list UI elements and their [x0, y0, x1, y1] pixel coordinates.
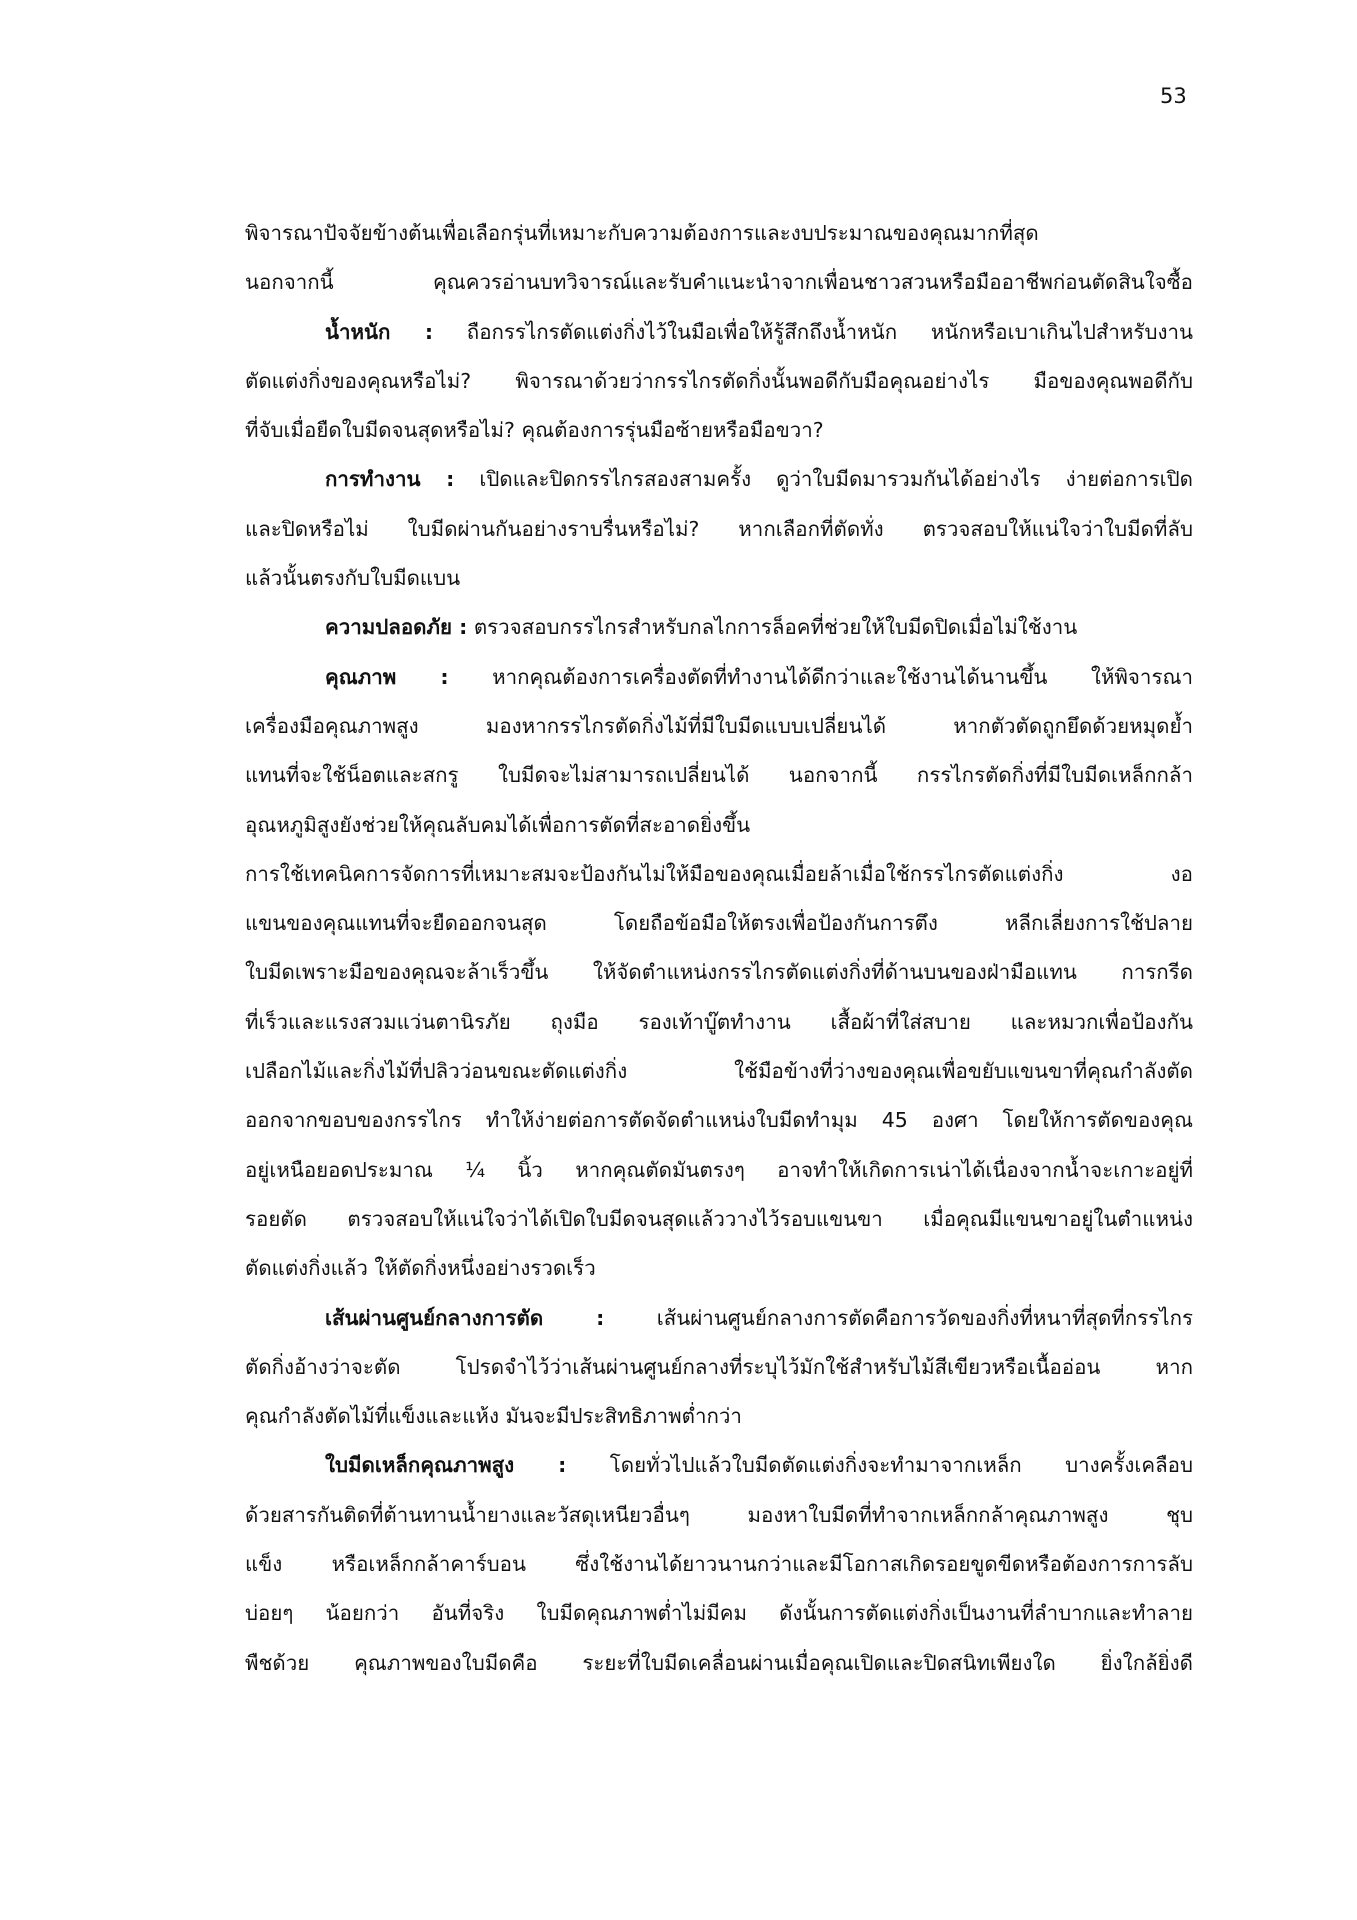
text-line: [245, 505, 1193, 554]
text-line: [245, 998, 1193, 1047]
text-line: [245, 1589, 1193, 1638]
text-line: [245, 554, 1193, 603]
paragraph-heading: ความปลอดภัย :: [325, 615, 468, 640]
text-line: [245, 603, 1193, 652]
text-line: [245, 1540, 1193, 1589]
line-text: พืชด้วย คุณภาพของใบมีดคือ ระยะที่ใบมีดเคลื่อนผ่านเมื่อคุณเปิดและปิดสนิทเพียงใด ยิ่งใกล้ยิ่งดี: [245, 1650, 1193, 1675]
line-text: เส้นผ่านศูนย์กลางการตัดคือการวัดของกิ่งที่หนาที่สุดที่กรรไกร: [656, 1305, 1193, 1330]
paragraph: [245, 653, 1193, 850]
text-line: [245, 702, 1193, 751]
paragraph-heading: เส้นผ่านศูนย์กลางการตัด :: [325, 1305, 605, 1330]
paragraph: [245, 308, 1193, 456]
line-text: ตัดแต่งกิ่งของคุณหรือไม่? พิจารณาด้วยว่ากรรไกรตัดกิ่งนั้นพอดีกับมือคุณอย่างไร มือของคุณพอดีกับ: [245, 368, 1193, 393]
text-line: [245, 751, 1193, 800]
line-text: ออกจากขอบของกรรไกร ทำให้ง่ายต่อการตัดจัดตำแหน่งใบมีดทำมุม 45 องศา โดยให้การตัดของคุณ: [245, 1108, 1193, 1133]
text-line: [245, 899, 1193, 948]
text-line: [245, 1392, 1193, 1441]
line-text: แข็ง หรือเหล็กกล้าคาร์บอน ซึ่งใช้งานได้ยาวนานกว่าและมีโอกาสเกิดรอยขูดขีดหรือต้องการการลับ: [245, 1552, 1193, 1577]
text-line: [245, 308, 1193, 357]
line-text: รอยตัด ตรวจสอบให้แน่ใจว่าได้เปิดใบมีดจนสุดแล้ววางไว้รอบแขนขา เมื่อคุณมีแขนขาอยู่ในตำแหน่ง: [245, 1206, 1193, 1231]
text-line: [245, 1343, 1193, 1392]
line-text: การใช้เทคนิคการจัดการที่เหมาะสมจะป้องกันไม่ให้มือของคุณเมื่อยล้าเมื่อใช้กรรไกรตัดแต่งกิ่ง งอ: [245, 861, 1193, 886]
line-text: นอกจากนี้ คุณควรอ่านบทวิจารณ์และรับคำแนะนำจากเพื่อนชาวสวนหรือมืออาชีพก่อนตัดสินใจซื้อ: [245, 270, 1193, 295]
line-text: อุณหภูมิสูงยังช่วยให้คุณลับคมได้เพื่อการตัดที่สะอาดยิ่งขึ้น: [245, 812, 751, 837]
line-text: แทนที่จะใช้น็อตและสกรู ใบมีดจะไม่สามารถเปลี่ยนได้ นอกจากนี้ กรรไกรตัดกิ่งที่มีใบมีดเหล็กกล้า: [245, 763, 1193, 788]
line-text: แล้วนั้นตรงกับใบมีดแบน: [245, 566, 461, 591]
paragraph-heading: การทำงาน :: [325, 467, 455, 492]
line-text: คุณกำลังตัดไม้ที่แข็งและแห้ง มันจะมีประสิทธิภาพต่ำกว่า: [245, 1404, 742, 1429]
paragraph: [245, 455, 1193, 603]
paragraph: [245, 209, 1193, 308]
line-text: ตัดแต่งกิ่งแล้ว ให้ตัดกิ่งหนึ่งอย่างรวดเร็ว: [245, 1256, 596, 1281]
line-text: และปิดหรือไม่ ใบมีดผ่านกันอย่างราบรื่นหรือไม่? หากเลือกที่ตัดทั่ง ตรวจสอบให้แน่ใจว่าใบมีดที่ลับ: [245, 516, 1193, 541]
line-text: ตัดกิ่งอ้างว่าจะตัด โปรดจำไว้ว่าเส้นผ่านศูนย์กลางที่ระบุไว้มักใช้สำหรับไม้สีเขียวหรือเนื้ออ่อน หาก: [245, 1354, 1193, 1379]
page-number: 53: [1160, 84, 1187, 108]
line-text: พิจารณาปัจจัยข้างต้นเพื่อเลือกรุ่นที่เหมาะกับความต้องการและงบประมาณของคุณมากที่สุด: [245, 221, 1039, 245]
text-line: [245, 1244, 1193, 1293]
text-line: [245, 357, 1193, 406]
line-text: โดยทั่วไปแล้วใบมีดตัดแต่งกิ่งจะทำมาจากเหล็ก บางครั้งเคลือบ: [609, 1453, 1193, 1478]
paragraph: [245, 1294, 1193, 1442]
text-line: [245, 1294, 1193, 1343]
paragraph: [245, 1441, 1193, 1687]
line-text: แขนของคุณแทนที่จะยืดออกจนสุด โดยถือข้อมือให้ตรงเพื่อป้องกันการตึง หลีกเลี่ยงการใช้ปลาย: [245, 911, 1193, 936]
text-line: [245, 209, 1193, 258]
text-line: [245, 1195, 1193, 1244]
line-text: ที่จับเมื่อยืดใบมีดจนสุดหรือไม่? คุณต้องการรุ่นมือซ้ายหรือมือขวา?: [245, 418, 824, 443]
line-text: ตรวจสอบกรรไกรสำหรับกลไกการล็อคที่ช่วยให้ใบมีดปิดเมื่อไม่ใช้งาน: [473, 615, 1078, 640]
paragraph-heading: ใบมีดเหล็กคุณภาพสูง :: [325, 1453, 567, 1478]
paragraph-heading: คุณภาพ :: [325, 664, 449, 689]
text-line: [245, 653, 1193, 702]
paragraph-heading: น้ำหนัก :: [325, 319, 434, 344]
text-line: [245, 1146, 1193, 1195]
text-line: [245, 850, 1193, 899]
line-text: ด้วยสารกันติดที่ต้านทานน้ำยางและวัสดุเหนียวอื่นๆ มองหาใบมีดที่ทำจากเหล็กกล้าคุณภาพสูง ชุบ: [245, 1502, 1193, 1527]
text-line: [245, 455, 1193, 504]
text-line: [245, 1047, 1193, 1096]
paragraph: [245, 603, 1193, 652]
text-line: [245, 1441, 1193, 1490]
line-text: เครื่องมือคุณภาพสูง มองหากรรไกรตัดกิ่งไม้ที่มีใบมีดแบบเปลี่ยนได้ หากตัวตัดถูกยึดด้วยหมุดย้ำ: [245, 713, 1193, 738]
line-text: ที่เร็วและแรงสวมแว่นตานิรภัย ถุงมือ รองเท้าบู๊ตทำงาน เสื้อผ้าที่ใส่สบาย และหมวกเพื่อป้องกัน: [245, 1009, 1193, 1034]
paragraph: [245, 850, 1193, 1294]
line-text: หากคุณต้องการเครื่องตัดที่ทำงานได้ดีกว่าและใช้งานได้นานขึ้น ให้พิจารณา: [492, 664, 1193, 689]
line-text: อยู่เหนือยอดประมาณ ¼ นิ้ว หากคุณตัดมันตรงๆ อาจทำให้เกิดการเน่าได้เนื่องจากน้ำจะเกาะอยู่ที่: [245, 1157, 1193, 1182]
line-text: เปลือกไม้และกิ่งไม้ที่ปลิวว่อนขณะตัดแต่งกิ่ง ใช้มือข้างที่ว่างของคุณเพื่อขยับแขนขาที่คุณกำลังตัด: [245, 1059, 1193, 1084]
text-line: [245, 801, 1193, 850]
line-text: ถือกรรไกรตัดแต่งกิ่งไว้ในมือเพื่อให้รู้สึกถึงน้ำหนัก หนักหรือเบาเกินไปสำหรับงาน: [466, 319, 1193, 344]
line-text: เปิดและปิดกรรไกรสองสามครั้ง ดูว่าใบมีดมารวมกันได้อย่างไร ง่ายต่อการเปิด: [479, 467, 1193, 492]
line-text: บ่อยๆ น้อยกว่า อันที่จริง ใบมีดคุณภาพต่ำไม่มีคม ดังนั้นการตัดแต่งกิ่งเป็นงานที่ลำบากและทำลาย: [245, 1601, 1193, 1626]
text-line: [245, 1491, 1193, 1540]
body-text: [245, 209, 1193, 1688]
text-line: [245, 406, 1193, 455]
text-line: [245, 1639, 1193, 1688]
text-line: [245, 948, 1193, 997]
line-text: ใบมีดเพราะมือของคุณจะล้าเร็วขึ้น ให้จัดตำแหน่งกรรไกรตัดแต่งกิ่งที่ด้านบนของฝ่ามือแทน การกรีด: [245, 960, 1193, 985]
text-line: [245, 1096, 1193, 1145]
text-line: [245, 258, 1193, 307]
